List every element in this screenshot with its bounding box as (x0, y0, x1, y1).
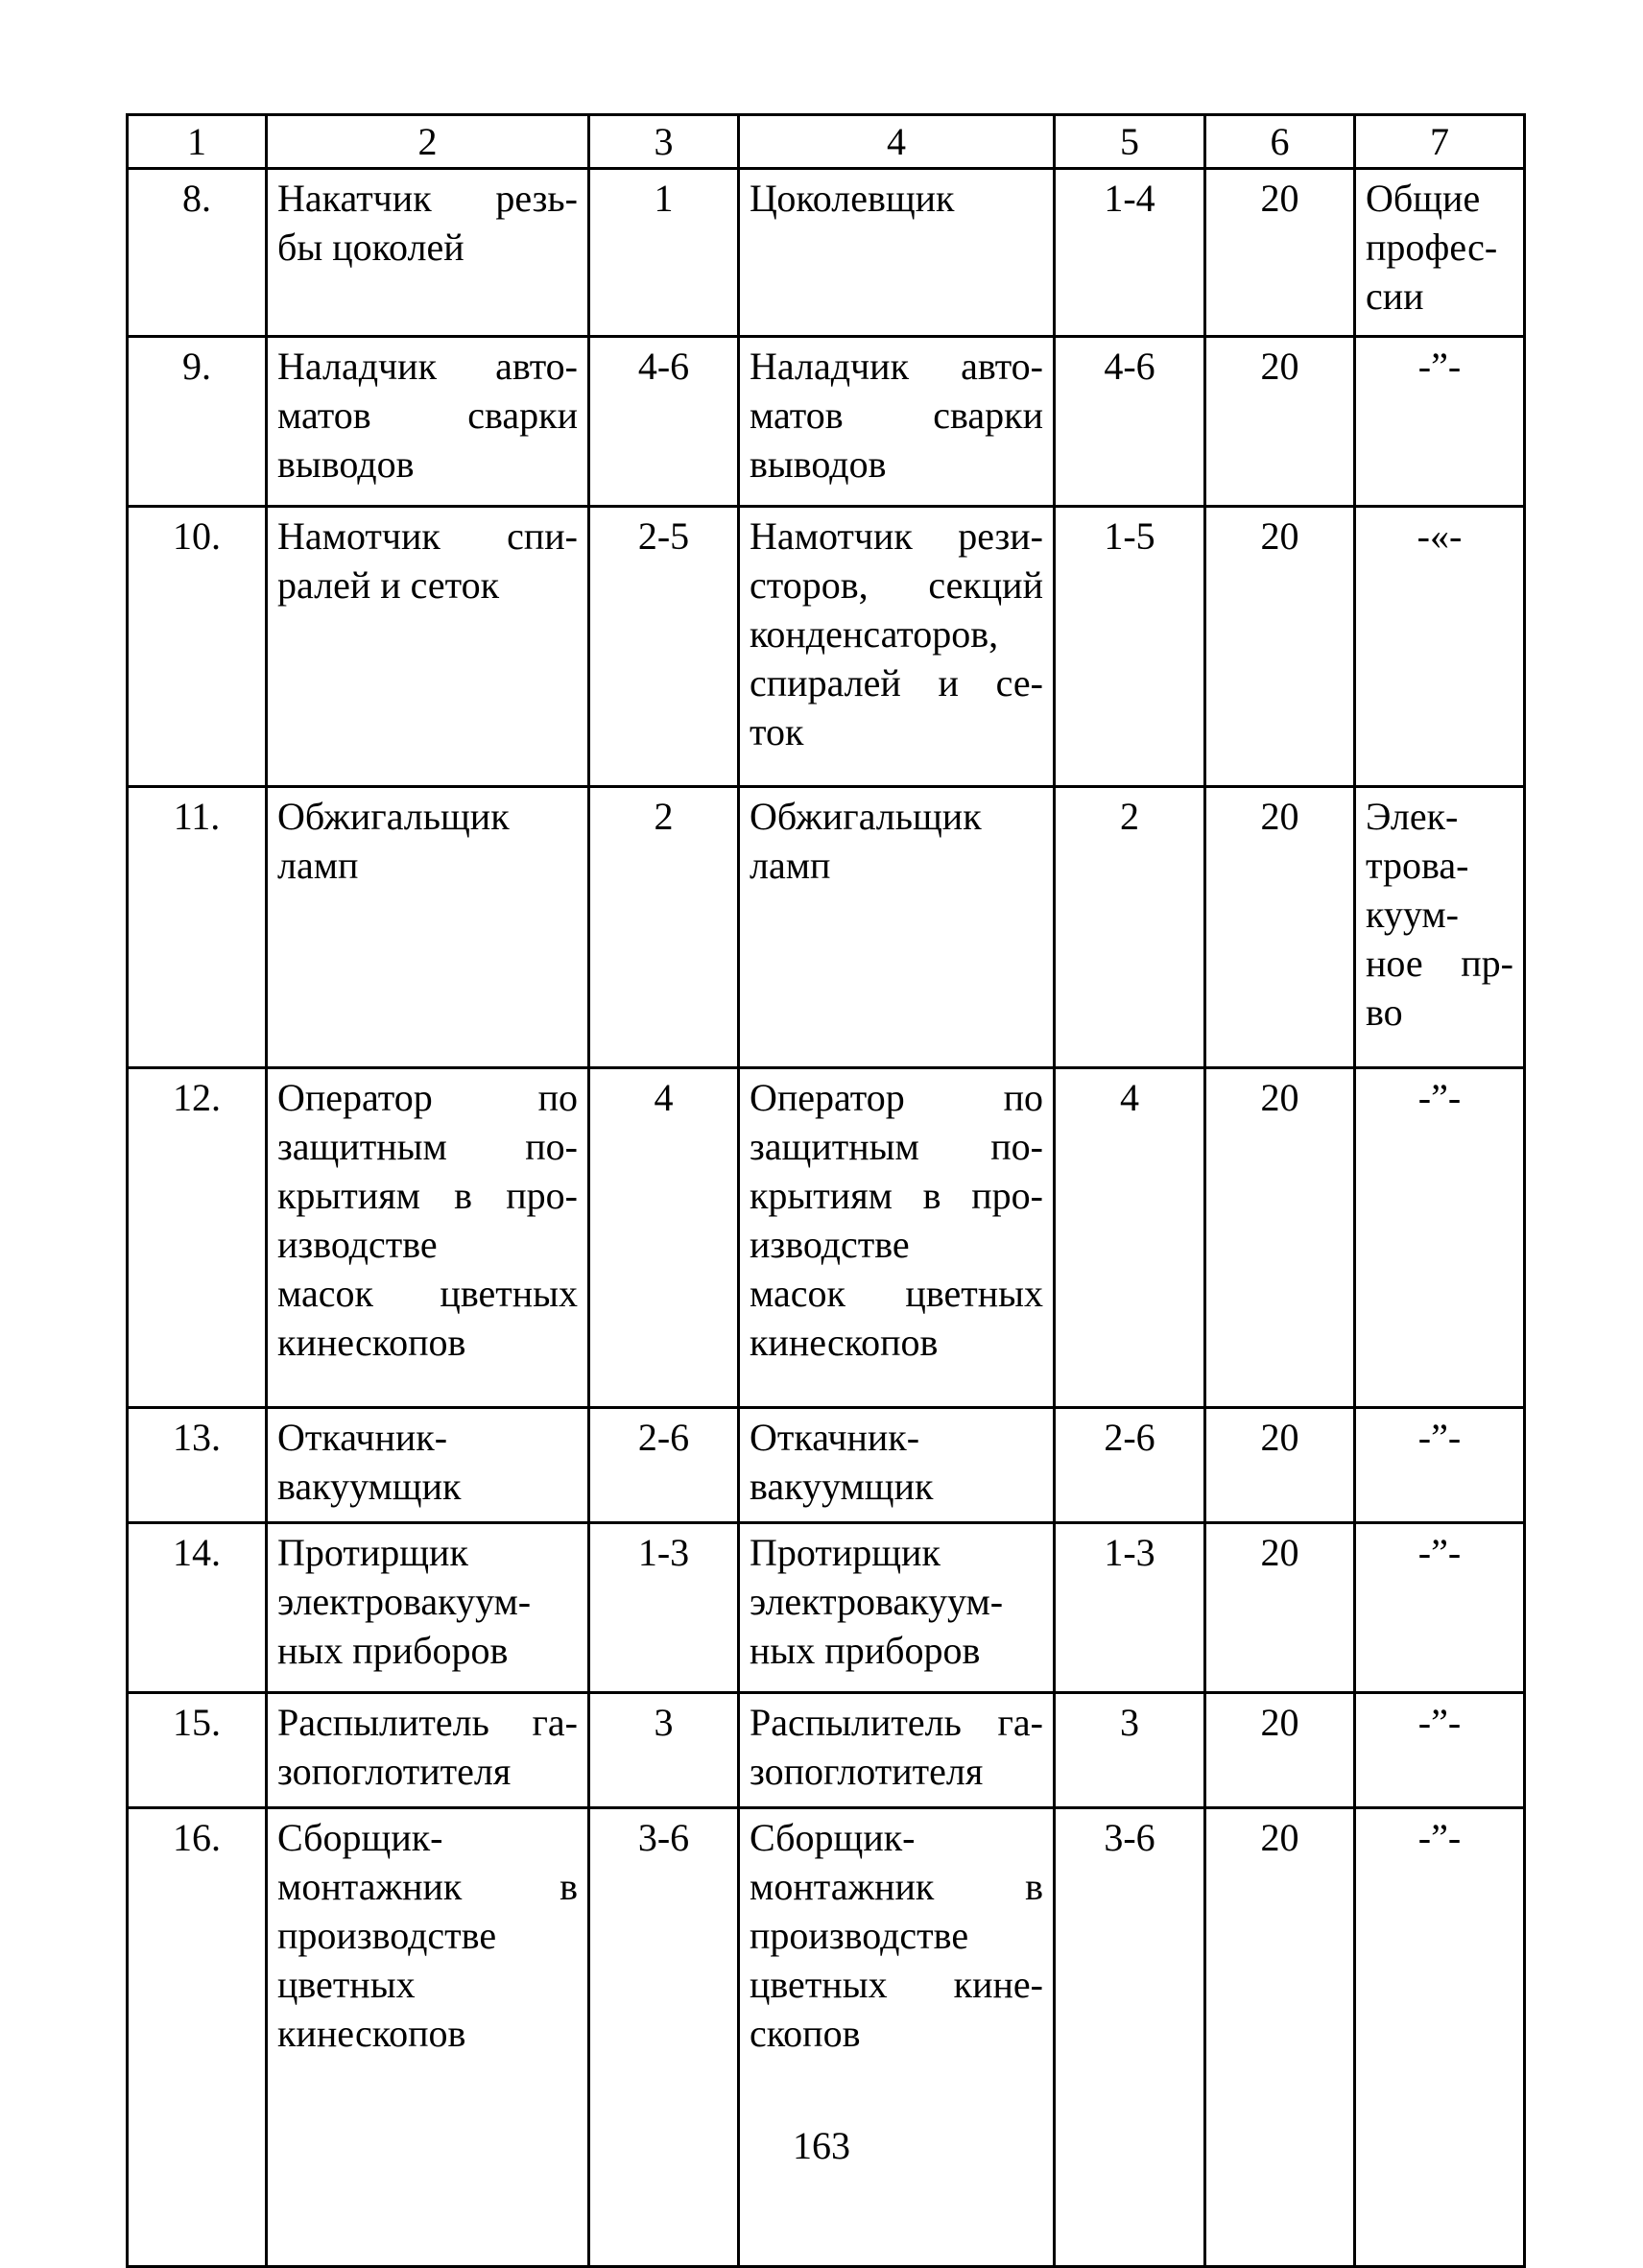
profession-cell (267, 337, 589, 507)
grade-cell: 1 (589, 169, 739, 337)
profession-cell-line: электровакуум- (277, 1580, 532, 1623)
equivalent-profession-cell-line: выводов (750, 442, 887, 486)
table-row (128, 787, 1525, 1068)
profession-cell-line: Накатчик резь- (277, 177, 578, 220)
section-cell-line: трова- (1366, 844, 1469, 887)
section-cell (1355, 1523, 1525, 1693)
equivalent-profession-cell-line: конденсаторов, (750, 612, 999, 656)
number-cell: 20 (1205, 1068, 1355, 1408)
equivalent-profession-cell-line: крытиям в про- (750, 1174, 1043, 1217)
equivalent-profession-cell-line: Протирщик (750, 1531, 941, 1574)
grade-cell: 3 (589, 1693, 739, 1808)
section-cell-line: -”- (1417, 1701, 1462, 1744)
profession-cell-line: производстве (277, 1914, 497, 1957)
table-row (128, 1808, 1525, 2267)
equivalent-profession-cell-line: сторов, секций (750, 563, 1043, 607)
profession-cell-line: бы цоколей (277, 226, 464, 269)
header-cell-7: 7 (1355, 115, 1525, 169)
number-cell: 20 (1205, 507, 1355, 787)
section-cell-line: -”- (1417, 1416, 1462, 1459)
row-number-cell: 15. (128, 1693, 267, 1808)
section-cell (1355, 169, 1525, 337)
grade-cell: 4-6 (589, 337, 739, 507)
row-number-cell: 9. (128, 337, 267, 507)
header-cell-3: 3 (589, 115, 739, 169)
grade-cell: 2-6 (589, 1408, 739, 1523)
equivalent-profession-cell-line: цветных кине- (750, 1963, 1043, 2006)
number-cell: 20 (1205, 1523, 1355, 1693)
profession-cell-line: Оператор по (277, 1076, 578, 1119)
profession-cell-line: монтажник в (277, 1865, 578, 1908)
profession-cell-line: Откачник- (277, 1416, 448, 1459)
equivalent-profession-cell-line: вакуумщик (750, 1465, 934, 1508)
table-row (128, 1408, 1525, 1523)
section-cell (1355, 1068, 1525, 1408)
equivalent-profession-cell-line: монтажник в (750, 1865, 1043, 1908)
equivalent-grade-cell: 4-6 (1055, 337, 1205, 507)
profession-cell (267, 1068, 589, 1408)
equivalent-profession-cell-line: спиралей и се- (750, 661, 1043, 704)
row-number-cell: 8. (128, 169, 267, 337)
equivalent-profession-cell-line: Распылитель га- (750, 1701, 1043, 1744)
profession-cell-line: кинескопов (277, 1321, 466, 1364)
equivalent-grade-cell: 2-6 (1055, 1408, 1205, 1523)
equivalent-profession-cell-line: защитным по- (750, 1125, 1043, 1168)
grade-cell: 1-3 (589, 1523, 739, 1693)
equivalent-profession-cell-line: производстве (750, 1914, 969, 1957)
equivalent-profession-cell-line: Наладчик авто- (750, 345, 1043, 388)
equivalent-grade-cell: 1-3 (1055, 1523, 1205, 1693)
row-number-cell: 14. (128, 1523, 267, 1693)
row-number-cell: 11. (128, 787, 267, 1068)
table-row (128, 1523, 1525, 1693)
page-number: 163 (793, 2124, 850, 2167)
equivalent-profession-cell (739, 1808, 1055, 2267)
section-cell-line: -”- (1417, 1076, 1462, 1119)
section-cell-line: Общие (1366, 177, 1481, 220)
header-cell-5: 5 (1055, 115, 1205, 169)
equivalent-profession-cell (739, 1523, 1055, 1693)
number-cell: 20 (1205, 1693, 1355, 1808)
grade-cell: 2 (589, 787, 739, 1068)
professions-table (126, 113, 1526, 2268)
table-row (128, 1068, 1525, 1408)
header-cell-1: 1 (128, 115, 267, 169)
section-cell (1355, 1408, 1525, 1523)
equivalent-profession-cell-line: масок цветных (750, 1272, 1043, 1315)
profession-cell-line: Намотчик спи- (277, 514, 578, 558)
profession-cell-line: изводстве (277, 1223, 438, 1266)
equivalent-profession-cell (739, 507, 1055, 787)
equivalent-profession-cell-line: Сборщик- (750, 1816, 916, 1859)
profession-cell-line: защитным по- (277, 1125, 578, 1168)
equivalent-grade-cell: 3-6 (1055, 1808, 1205, 2267)
section-cell-line: -”- (1417, 345, 1462, 388)
row-number-cell: 13. (128, 1408, 267, 1523)
profession-cell-line: Сборщик- (277, 1816, 443, 1859)
profession-cell (267, 787, 589, 1068)
section-cell-line: -”- (1417, 1531, 1462, 1574)
profession-cell-line: крытиям в про- (277, 1174, 578, 1217)
equivalent-profession-cell-line: ных приборов (750, 1629, 981, 1672)
table-row (128, 169, 1525, 337)
header-cell-6: 6 (1205, 115, 1355, 169)
section-cell (1355, 337, 1525, 507)
equivalent-profession-cell (739, 1068, 1055, 1408)
profession-cell-line: зопоглотителя (277, 1750, 512, 1793)
grade-cell: 4 (589, 1068, 739, 1408)
profession-cell-line: матов сварки (277, 394, 578, 437)
profession-cell-line: цветных (277, 1963, 416, 2006)
row-number-cell: 10. (128, 507, 267, 787)
section-cell-line: Элек- (1366, 795, 1459, 838)
section-cell (1355, 507, 1525, 787)
number-cell: 20 (1205, 169, 1355, 337)
section-cell (1355, 1808, 1525, 2267)
equivalent-grade-cell: 4 (1055, 1068, 1205, 1408)
equivalent-grade-cell: 1-4 (1055, 169, 1205, 337)
profession-cell-line: кинескопов (277, 2012, 466, 2055)
profession-cell (267, 1523, 589, 1693)
profession-cell-line: Обжигальщик (277, 795, 510, 838)
equivalent-profession-cell-line: скопов (750, 2012, 861, 2055)
profession-cell-line: ных приборов (277, 1629, 509, 1672)
header-row (128, 115, 1525, 169)
equivalent-profession-cell-line: ламп (750, 844, 831, 887)
section-cell-line: ное пр- (1366, 942, 1513, 985)
section-cell (1355, 787, 1525, 1068)
grade-cell: 2-5 (589, 507, 739, 787)
row-number-cell: 12. (128, 1068, 267, 1408)
section-cell-line: во (1366, 991, 1403, 1034)
section-cell-line: -”- (1417, 1816, 1462, 1859)
profession-cell (267, 1808, 589, 2267)
profession-cell-line: Наладчик авто- (277, 345, 578, 388)
equivalent-profession-cell (739, 169, 1055, 337)
section-cell-line: профес- (1366, 226, 1498, 269)
table-row (128, 337, 1525, 507)
equivalent-profession-cell-line: кинескопов (750, 1321, 939, 1364)
profession-cell-line: Распылитель га- (277, 1701, 578, 1744)
table-row (128, 1693, 1525, 1808)
number-cell: 20 (1205, 1408, 1355, 1523)
equivalent-profession-cell-line: Цоколевщик (750, 177, 955, 220)
profession-cell-line: выводов (277, 442, 415, 486)
equivalent-profession-cell-line: Откачник- (750, 1416, 920, 1459)
section-cell (1355, 1693, 1525, 1808)
equivalent-profession-cell (739, 337, 1055, 507)
grade-cell: 3-6 (589, 1808, 739, 2267)
table-body (128, 115, 1525, 2267)
equivalent-profession-cell-line: ток (750, 710, 804, 753)
equivalent-grade-cell: 3 (1055, 1693, 1205, 1808)
profession-cell-line: ралей и сеток (277, 563, 500, 607)
equivalent-profession-cell-line: матов сварки (750, 394, 1043, 437)
header-cell-4: 4 (739, 115, 1055, 169)
equivalent-grade-cell: 2 (1055, 787, 1205, 1068)
equivalent-profession-cell-line: зопоглотителя (750, 1750, 984, 1793)
header-cell-2: 2 (267, 115, 589, 169)
profession-cell (267, 507, 589, 787)
equivalent-profession-cell-line: Обжигальщик (750, 795, 982, 838)
number-cell: 20 (1205, 1808, 1355, 2267)
number-cell: 20 (1205, 787, 1355, 1068)
equivalent-profession-cell (739, 1408, 1055, 1523)
equivalent-profession-cell-line: Оператор по (750, 1076, 1043, 1119)
section-cell-line: сии (1366, 275, 1424, 318)
profession-cell (267, 1408, 589, 1523)
row-number-cell: 16. (128, 1808, 267, 2267)
profession-cell (267, 169, 589, 337)
equivalent-profession-cell-line: Намотчик рези- (750, 514, 1043, 558)
equivalent-profession-cell (739, 1693, 1055, 1808)
section-cell-line: -«- (1417, 514, 1463, 558)
profession-cell-line: Протирщик (277, 1531, 468, 1574)
number-cell: 20 (1205, 337, 1355, 507)
equivalent-profession-cell-line: электровакуум- (750, 1580, 1004, 1623)
section-cell-line: куум- (1366, 893, 1459, 936)
profession-cell-line: вакуумщик (277, 1465, 462, 1508)
table-row (128, 507, 1525, 787)
equivalent-grade-cell: 1-5 (1055, 507, 1205, 787)
profession-cell-line: масок цветных (277, 1272, 578, 1315)
equivalent-profession-cell-line: изводстве (750, 1223, 910, 1266)
equivalent-profession-cell (739, 787, 1055, 1068)
profession-cell (267, 1693, 589, 1808)
profession-cell-line: ламп (277, 844, 359, 887)
